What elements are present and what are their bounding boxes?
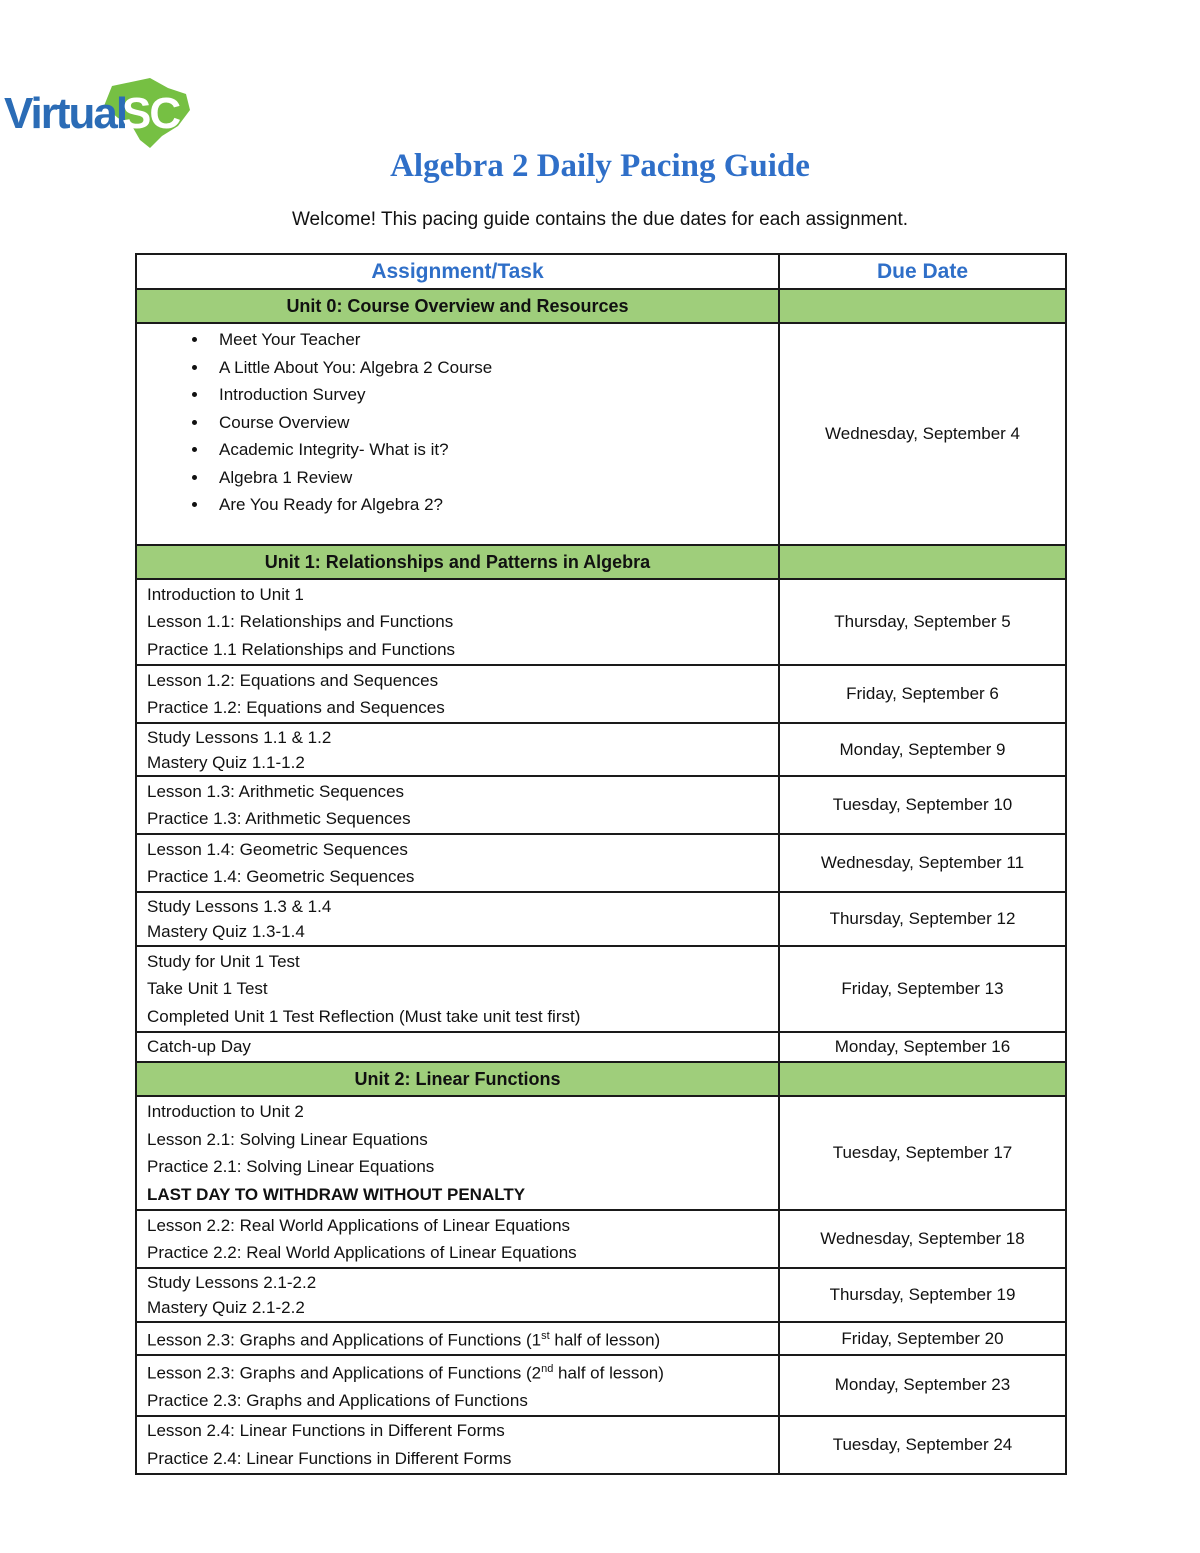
task-line: Practice 2.4: Linear Functions in Different Forms bbox=[147, 1448, 512, 1468]
list-item: • Course Overview bbox=[209, 409, 768, 437]
task-line: Completed Unit 1 Test Reflection (Must take unit test first) bbox=[147, 1006, 581, 1026]
task-cell bbox=[136, 892, 779, 946]
table-row bbox=[136, 579, 1066, 665]
task-cell bbox=[136, 1032, 779, 1062]
task-cell bbox=[136, 1210, 779, 1268]
withdraw-deadline-note: LAST DAY TO WITHDRAW WITHOUT PENALTY bbox=[147, 1184, 526, 1204]
table-row bbox=[136, 892, 1066, 946]
header-due-date: Due Date bbox=[779, 254, 1066, 289]
task-cell bbox=[136, 1355, 779, 1416]
task-cell bbox=[136, 665, 779, 723]
ordinal-suffix: nd bbox=[541, 1363, 554, 1376]
task-line bbox=[147, 1323, 768, 1354]
table-row bbox=[136, 834, 1066, 892]
task-line: Practice 2.3: Graphs and Applications of Functions bbox=[147, 1391, 528, 1411]
page-subtitle: Welcome! This pacing guide contains the due dates for each assignment. bbox=[291, 209, 909, 230]
table-row bbox=[136, 323, 1066, 545]
unit-1-header bbox=[136, 545, 1066, 579]
task-line: Catch-up Day bbox=[147, 1037, 251, 1057]
due-date-cell: Friday, September 6 bbox=[779, 665, 1066, 723]
task-line: Lesson 2.1: Solving Linear Equations bbox=[147, 1129, 428, 1149]
due-date-cell: Thursday, September 12 bbox=[779, 892, 1066, 946]
logo-text-sc: SC bbox=[122, 89, 180, 138]
task-line: Lesson 2.4: Linear Functions in Different Forms bbox=[147, 1421, 505, 1441]
task-cell bbox=[136, 834, 779, 892]
task-text: Lesson 2.3: Graphs and Applications of Functions (1 bbox=[147, 1330, 542, 1350]
due-date-cell: Thursday, September 19 bbox=[779, 1268, 1066, 1322]
task-line: Take Unit 1 Test bbox=[147, 979, 268, 999]
task-line: Mastery Quiz 1.1-1.2 bbox=[147, 752, 305, 772]
task-line: Lesson 1.2: Equations and Sequences bbox=[147, 670, 439, 690]
list-item: • Meet Your Teacher bbox=[209, 326, 768, 354]
unit-0-items bbox=[147, 326, 768, 519]
table-row bbox=[136, 946, 1066, 1032]
list-item: • Are You Ready for Algebra 2? bbox=[209, 491, 768, 519]
task-line bbox=[147, 1356, 768, 1387]
task-line: Study Lessons 1.3 & 1.4 bbox=[147, 897, 332, 916]
task-line: Lesson 1.4: Geometric Sequences bbox=[147, 839, 408, 859]
task-line: Practice 1.2: Equations and Sequences bbox=[147, 698, 445, 717]
task-text: half of lesson) bbox=[549, 1330, 661, 1350]
table-row bbox=[136, 1268, 1066, 1322]
table-row bbox=[136, 1032, 1066, 1062]
task-line: Practice 1.4: Geometric Sequences bbox=[147, 867, 415, 886]
due-date-cell: Tuesday, September 10 bbox=[779, 776, 1066, 834]
task-cell bbox=[136, 1322, 779, 1355]
list-item: • Academic Integrity- What is it? bbox=[209, 436, 768, 464]
task-cell bbox=[136, 323, 779, 545]
table-row bbox=[136, 1210, 1066, 1268]
task-text: half of lesson) bbox=[553, 1363, 664, 1383]
due-date-cell: Monday, September 23 bbox=[779, 1355, 1066, 1416]
task-line: Lesson 2.2: Real World Applications of Linear Equations bbox=[147, 1215, 571, 1235]
task-line: Practice 2.2: Real World Applications of Linear Equations bbox=[147, 1243, 577, 1262]
virtualsc-logo bbox=[0, 66, 200, 154]
header-assignment-task: Assignment/Task bbox=[136, 254, 779, 289]
list-item: • A Little About You: Algebra 2 Course bbox=[209, 354, 768, 382]
due-date-cell: Monday, September 16 bbox=[779, 1032, 1066, 1062]
task-cell bbox=[136, 579, 779, 665]
task-line: Mastery Quiz 1.3-1.4 bbox=[147, 922, 305, 941]
task-line: Mastery Quiz 2.1-2.2 bbox=[147, 1298, 305, 1317]
task-line: Study Lessons 2.1-2.2 bbox=[147, 1273, 317, 1292]
table-row bbox=[136, 776, 1066, 834]
unit-0-header bbox=[136, 289, 1066, 323]
list-item: • Introduction Survey bbox=[209, 381, 768, 409]
task-line: Study Lessons 1.1 & 1.2 bbox=[147, 727, 332, 747]
task-line: Practice 2.1: Solving Linear Equations bbox=[147, 1157, 435, 1176]
task-line: Study for Unit 1 Test bbox=[147, 951, 300, 971]
due-date-cell: Wednesday, September 4 bbox=[779, 323, 1066, 545]
task-line: Introduction to Unit 1 bbox=[147, 584, 304, 604]
task-cell bbox=[136, 723, 779, 776]
task-text: Lesson 2.3: Graphs and Applications of Functions (2 bbox=[147, 1363, 542, 1383]
task-cell bbox=[136, 776, 779, 834]
task-cell bbox=[136, 1268, 779, 1322]
due-date-cell: Monday, September 9 bbox=[779, 723, 1066, 776]
table-row bbox=[136, 1355, 1066, 1416]
task-cell bbox=[136, 1416, 779, 1474]
table-row bbox=[136, 665, 1066, 723]
due-date-cell: Wednesday, September 11 bbox=[779, 834, 1066, 892]
table-header-row bbox=[136, 254, 1066, 289]
list-item: • Algebra 1 Review bbox=[209, 464, 768, 492]
task-cell bbox=[136, 1096, 779, 1210]
ordinal-suffix: st bbox=[541, 1330, 550, 1342]
pacing-table bbox=[135, 253, 1067, 1475]
page-title: Algebra 2 Daily Pacing Guide bbox=[390, 148, 810, 184]
task-line: Practice 1.3: Arithmetic Sequences bbox=[147, 809, 411, 828]
due-date-cell: Thursday, September 5 bbox=[779, 579, 1066, 665]
due-date-cell: Tuesday, September 17 bbox=[779, 1096, 1066, 1210]
due-date-cell: Friday, September 13 bbox=[779, 946, 1066, 1032]
table-row bbox=[136, 723, 1066, 776]
task-line: Lesson 1.1: Relationships and Functions bbox=[147, 612, 454, 632]
due-date-cell: Wednesday, September 18 bbox=[779, 1210, 1066, 1268]
task-line: Practice 1.1 Relationships and Functions bbox=[147, 639, 456, 659]
task-line: Lesson 1.3: Arithmetic Sequences bbox=[147, 781, 405, 801]
table-row bbox=[136, 1096, 1066, 1210]
due-date-cell: Friday, September 20 bbox=[779, 1322, 1066, 1355]
task-line: Introduction to Unit 2 bbox=[147, 1102, 304, 1121]
unit-title: Unit 0: Course Overview and Resources bbox=[136, 289, 779, 323]
due-date-cell: Tuesday, September 24 bbox=[779, 1416, 1066, 1474]
logo-text: Virtual bbox=[4, 89, 127, 138]
task-cell bbox=[136, 946, 779, 1032]
unit-2-header bbox=[136, 1062, 1066, 1096]
unit-title: Unit 1: Relationships and Patterns in Algebra bbox=[136, 545, 779, 579]
table-row bbox=[136, 1416, 1066, 1474]
unit-title: Unit 2: Linear Functions bbox=[136, 1062, 779, 1096]
table-row bbox=[136, 1322, 1066, 1355]
